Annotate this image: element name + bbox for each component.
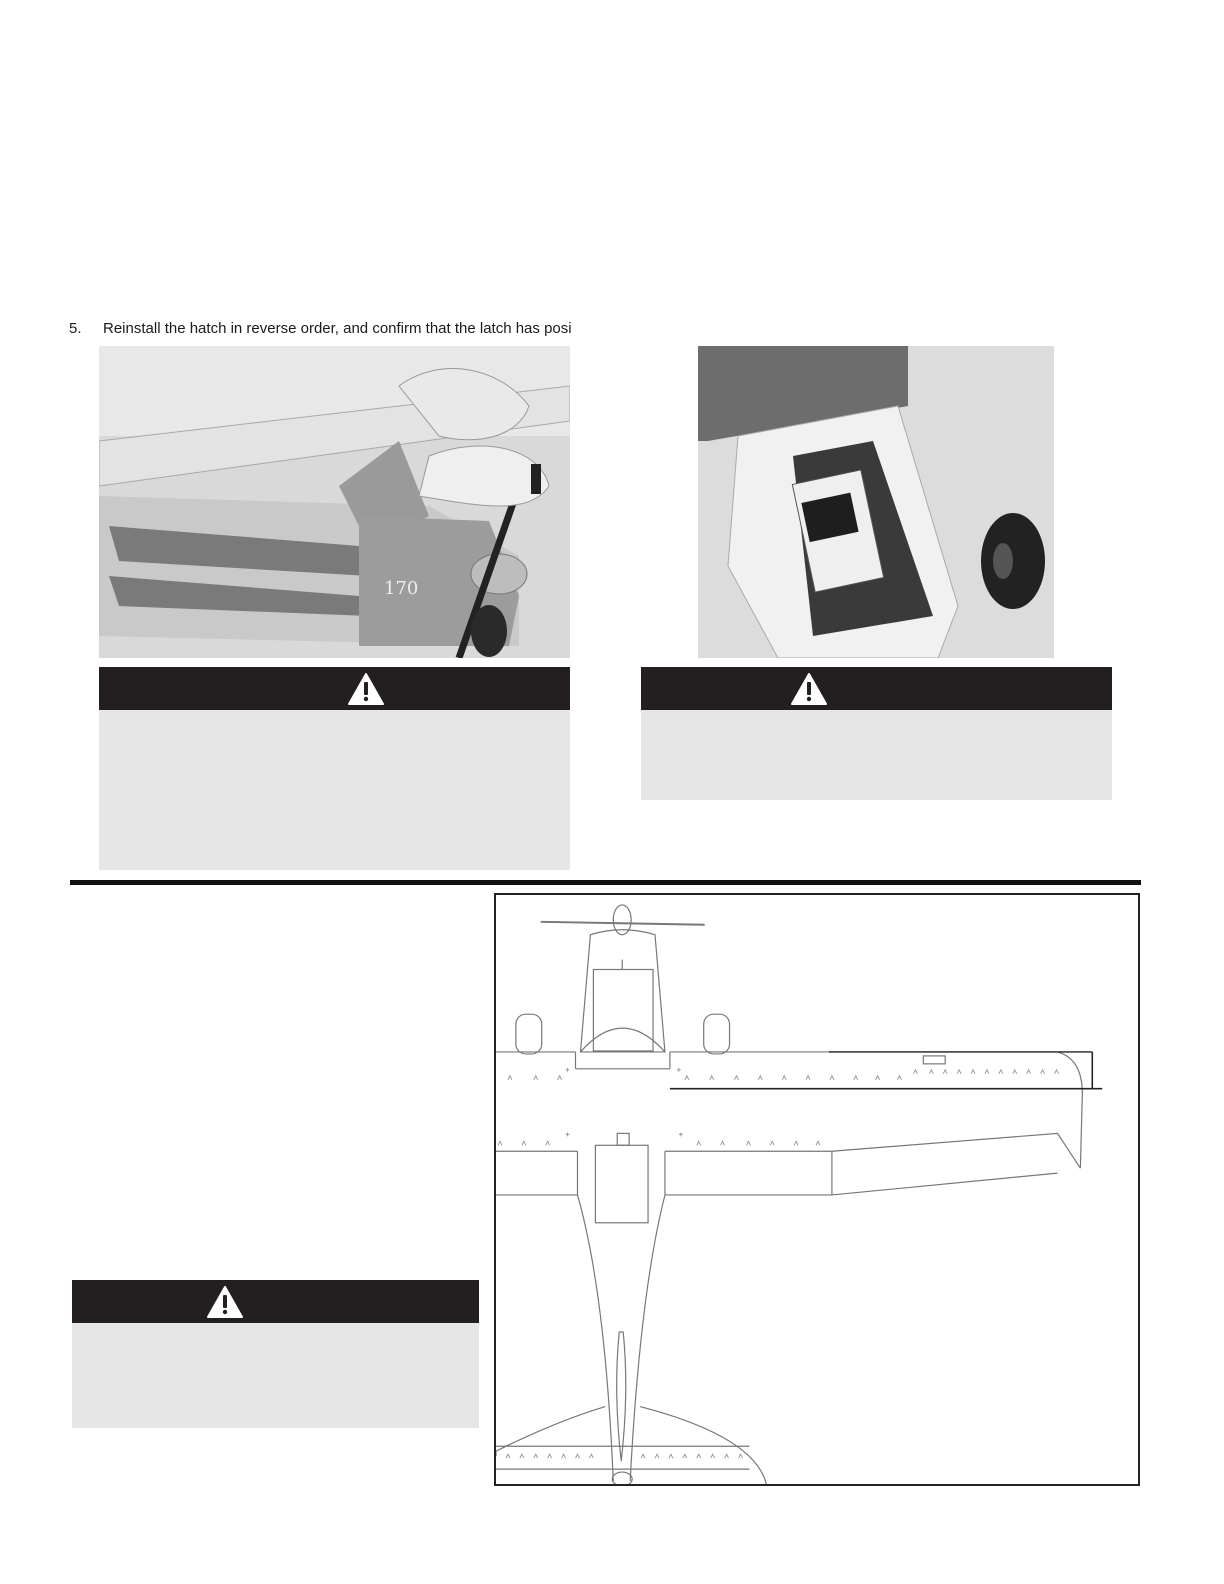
decal-text: 170 — [384, 578, 419, 599]
warning-triangle-icon — [207, 1286, 243, 1318]
warning-triangle-icon — [348, 673, 384, 705]
warning-header-2 — [641, 667, 1112, 710]
warning-header-3 — [72, 1280, 479, 1323]
section-divider — [70, 880, 1141, 885]
airplane-top-view-diagram — [494, 893, 1140, 1486]
warning-body-2 — [641, 710, 1112, 800]
step-number: 5. — [69, 320, 82, 337]
warning-body-3 — [72, 1323, 479, 1428]
warning-triangle-icon — [791, 673, 827, 705]
warning-body-1 — [99, 710, 570, 870]
step-text: Reinstall the hatch in reverse order, and confirm that the latch has posi — [103, 320, 572, 337]
battery-compartment-photo — [698, 346, 1054, 658]
warning-header-1 — [99, 667, 570, 710]
step-5-instruction — [69, 319, 829, 339]
hatch-install-photo — [99, 346, 570, 658]
